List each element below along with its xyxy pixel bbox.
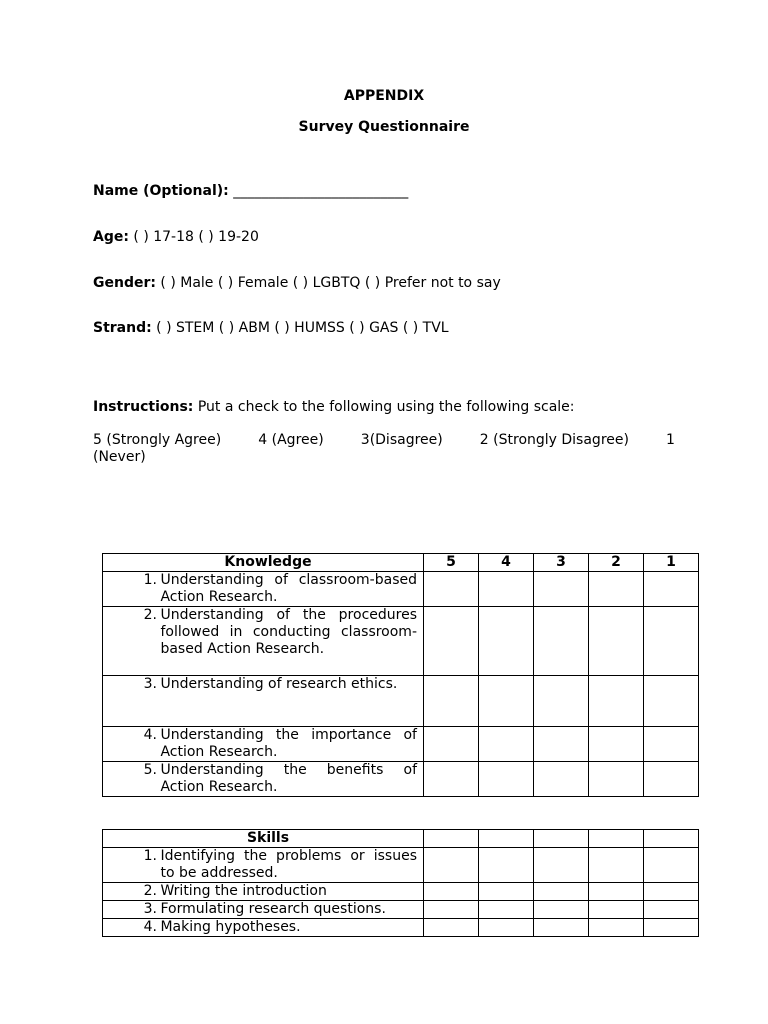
scale-header-cell xyxy=(479,830,534,848)
rating-cell[interactable] xyxy=(479,762,534,797)
rating-cell[interactable] xyxy=(534,607,589,676)
knowledge-table xyxy=(102,553,699,797)
table-row xyxy=(103,883,699,901)
item-number: 2. xyxy=(143,607,157,623)
rating-cell[interactable] xyxy=(479,676,534,727)
strand-field[interactable] xyxy=(93,320,683,336)
item-text: Understanding of classroom-based Action Research. xyxy=(160,572,417,605)
rating-cell[interactable] xyxy=(424,572,479,607)
rating-cell[interactable] xyxy=(424,607,479,676)
item-text: Understanding the benefits of Action Research. xyxy=(160,762,417,795)
rating-scale xyxy=(93,432,675,466)
rating-cell[interactable] xyxy=(534,919,589,937)
item-number: 4. xyxy=(143,919,157,935)
name-label: Name (Optional): xyxy=(93,183,229,199)
item-text: Understanding of the procedures followed in conducting classroom-based Action Research. xyxy=(160,607,417,657)
gender-field[interactable] xyxy=(93,275,683,291)
scale-header-cell xyxy=(424,830,479,848)
rating-cell[interactable] xyxy=(479,572,534,607)
item-cell xyxy=(103,676,424,727)
table-header-row xyxy=(103,554,699,572)
age-label: Age: xyxy=(93,229,129,245)
rating-cell[interactable] xyxy=(644,901,699,919)
item-cell xyxy=(103,883,424,901)
item-cell xyxy=(103,572,424,607)
gender-label: Gender: xyxy=(93,275,156,291)
table-row xyxy=(103,762,699,797)
rating-cell[interactable] xyxy=(644,676,699,727)
item-text: Formulating research questions. xyxy=(160,901,386,917)
scale-header-cell xyxy=(534,830,589,848)
rating-cell[interactable] xyxy=(589,607,644,676)
scale-header-1: 1 xyxy=(644,554,699,572)
item-text: Understanding of research ethics. xyxy=(160,676,398,692)
rating-cell[interactable] xyxy=(479,919,534,937)
rating-cell[interactable] xyxy=(479,848,534,883)
item-number: 1. xyxy=(143,848,157,864)
scale-header-cell xyxy=(589,830,644,848)
scale-header-cell xyxy=(644,830,699,848)
rating-cell[interactable] xyxy=(644,919,699,937)
gender-options: ( ) Male ( ) Female ( ) LGBTQ ( ) Prefer not to say xyxy=(155,275,501,291)
scale-item: 4 (Agree) xyxy=(258,432,324,448)
rating-cell[interactable] xyxy=(644,762,699,797)
item-text: Making hypotheses. xyxy=(160,919,301,935)
instructions xyxy=(93,399,683,415)
rating-cell[interactable] xyxy=(644,727,699,762)
scale-header-5: 5 xyxy=(424,554,479,572)
scale-header-2: 2 xyxy=(589,554,644,572)
rating-cell[interactable] xyxy=(589,883,644,901)
rating-cell[interactable] xyxy=(424,762,479,797)
rating-cell[interactable] xyxy=(644,848,699,883)
table-row xyxy=(103,901,699,919)
instructions-label: Instructions: xyxy=(93,399,194,415)
rating-cell[interactable] xyxy=(644,883,699,901)
rating-cell[interactable] xyxy=(644,607,699,676)
rating-cell[interactable] xyxy=(534,901,589,919)
table-header-row xyxy=(103,830,699,848)
scale-item: 5 (Strongly Agree) xyxy=(93,432,222,448)
rating-cell[interactable] xyxy=(589,848,644,883)
scale-header-3: 3 xyxy=(534,554,589,572)
document-title: APPENDIX xyxy=(343,88,425,104)
scale-item: 3(Disagree) xyxy=(360,432,443,448)
item-text: Writing the introduction xyxy=(160,883,327,899)
rating-cell[interactable] xyxy=(424,727,479,762)
item-number: 2. xyxy=(143,883,157,899)
rating-cell[interactable] xyxy=(534,883,589,901)
skills-table xyxy=(102,829,699,937)
item-text: Identifying the problems or issues to be addressed. xyxy=(160,848,417,881)
item-number: 3. xyxy=(143,676,157,692)
table-row xyxy=(103,919,699,937)
rating-cell[interactable] xyxy=(589,727,644,762)
rating-cell[interactable] xyxy=(534,676,589,727)
item-cell xyxy=(103,607,424,676)
item-cell xyxy=(103,727,424,762)
age-options: ( ) 17-18 ( ) 19-20 xyxy=(128,229,259,245)
scale-header-4: 4 xyxy=(479,554,534,572)
strand-label: Strand: xyxy=(93,320,152,336)
rating-cell[interactable] xyxy=(589,676,644,727)
rating-cell[interactable] xyxy=(534,848,589,883)
rating-cell[interactable] xyxy=(589,762,644,797)
strand-options: ( ) STEM ( ) ABM ( ) HUMSS ( ) GAS ( ) TVL xyxy=(151,320,449,336)
rating-cell[interactable] xyxy=(589,919,644,937)
scale-item: 1 xyxy=(666,432,675,448)
rating-cell[interactable] xyxy=(424,883,479,901)
skills-header: Skills xyxy=(103,830,424,848)
item-cell xyxy=(103,901,424,919)
item-number: 4. xyxy=(143,727,157,743)
rating-cell[interactable] xyxy=(479,901,534,919)
rating-cell[interactable] xyxy=(534,727,589,762)
name-field[interactable] xyxy=(93,183,683,199)
item-cell xyxy=(103,762,424,797)
rating-cell[interactable] xyxy=(424,919,479,937)
item-number: 3. xyxy=(143,901,157,917)
rating-cell[interactable] xyxy=(589,901,644,919)
rating-cell[interactable] xyxy=(534,762,589,797)
rating-cell[interactable] xyxy=(424,901,479,919)
rating-cell[interactable] xyxy=(424,676,479,727)
item-number: 5. xyxy=(143,762,157,778)
document-subtitle: Survey Questionnaire xyxy=(298,119,470,135)
age-field[interactable] xyxy=(93,229,683,245)
rating-cell[interactable] xyxy=(479,727,534,762)
knowledge-header: Knowledge xyxy=(103,554,424,572)
instructions-text: Put a check to the following using the following scale: xyxy=(193,399,575,415)
rating-cell[interactable] xyxy=(424,848,479,883)
item-text: Understanding the importance of Action Research. xyxy=(160,727,417,760)
table-row xyxy=(103,676,699,727)
table-row xyxy=(103,607,699,676)
rating-cell[interactable] xyxy=(479,607,534,676)
item-cell xyxy=(103,848,424,883)
rating-cell[interactable] xyxy=(644,572,699,607)
table-row xyxy=(103,848,699,883)
rating-cell[interactable] xyxy=(534,572,589,607)
rating-cell[interactable] xyxy=(479,883,534,901)
item-cell xyxy=(103,919,424,937)
scale-item: 2 (Strongly Disagree) xyxy=(479,432,629,448)
name-blank: _________________________ xyxy=(228,183,409,199)
rating-cell[interactable] xyxy=(589,572,644,607)
table-row xyxy=(103,727,699,762)
table-row xyxy=(103,572,699,607)
scale-item: (Never) xyxy=(93,449,146,465)
item-number: 1. xyxy=(143,572,157,588)
